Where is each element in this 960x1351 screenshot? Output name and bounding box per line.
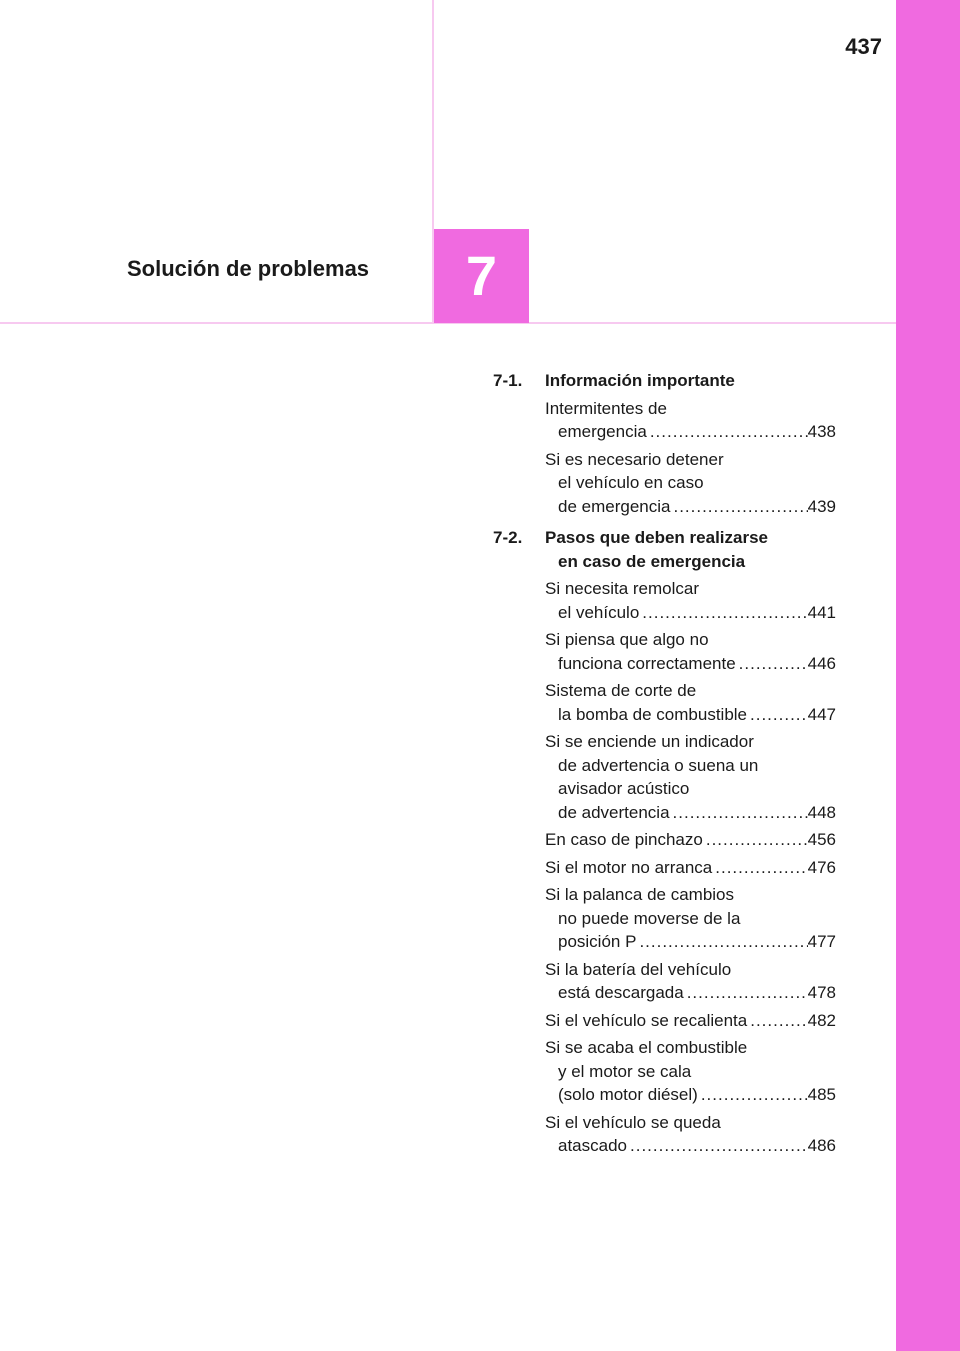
toc-entry[interactable] [493,577,836,624]
entry-line-last [545,1083,836,1107]
table-of-contents [493,369,836,1158]
entry-page: 482 [807,1010,836,1030]
toc-section [493,526,836,573]
entry-page: 485 [807,1085,836,1104]
entry-line: y el motor se cala [558,1061,692,1081]
entry-line-last [545,981,836,1005]
section-title-line: Información importante [545,371,735,390]
leader-dots [698,1083,808,1107]
leader-dots [670,495,807,519]
section-title-line: en caso de emergencia [558,551,746,571]
entry-text: funciona correctamente [558,653,736,673]
entry-page: 441 [807,602,836,622]
chapter-title: Solución de problemas [127,256,370,281]
entry-line-last [545,828,836,852]
entry-page: 476 [807,857,836,877]
toc-entry[interactable] [493,628,836,675]
entry-text: atascado [558,1136,627,1155]
toc-entry[interactable] [493,448,836,519]
entry-line: Si piensa que algo no [545,630,709,649]
entry-line-last [545,1134,836,1158]
entry-line: Si se enciende un indicador [545,732,754,751]
leader-dots [636,930,807,954]
entry-line: avisador acústico [558,779,690,798]
leader-dots [747,1009,807,1033]
chapter-number: 7 [465,244,498,307]
entry-line: Si el vehículo se queda [545,1112,721,1132]
entry-page: 477 [807,932,836,951]
entry-page: 486 [807,1136,836,1155]
toc-entry[interactable] [493,828,836,852]
leader-dots [647,420,808,444]
entry-line: Si la batería del vehículo [545,959,732,979]
leader-dots [712,856,807,880]
entry-line: Si es necesario detener [545,449,724,469]
entry-page: 448 [807,802,836,822]
entry-text: (solo motor diésel) [558,1085,698,1104]
toc-entry[interactable] [493,730,836,824]
entry-page: 439 [807,496,836,516]
entry-page: 456 [807,830,836,849]
entry-text: el vehículo [558,602,640,622]
entry-line-last [545,856,836,880]
entry-page: 478 [807,983,836,1002]
entry-line-last [545,420,836,444]
entry-page: 446 [807,653,836,673]
leader-dots [736,652,808,676]
leader-dots [639,601,807,625]
toc-entry[interactable] [493,679,836,726]
entry-line: Si necesita remolcar [545,579,700,598]
entry-text: está descargada [558,983,684,1002]
entry-line: Si se acaba el combustible [545,1038,748,1057]
entry-text: Si el motor no arranca [545,857,713,877]
entry-line-last [545,652,836,676]
entry-line-last [545,601,836,625]
entry-line: no puede moverse de la [558,908,741,928]
entry-text: de advertencia [558,802,670,822]
leader-dots [747,703,808,727]
toc-entry[interactable] [493,883,836,954]
entry-page: 447 [807,704,836,724]
leader-dots [670,801,808,825]
chapter-number-box [434,229,529,323]
section-title [545,526,836,573]
leader-dots [684,981,808,1005]
entry-line-last [545,703,836,727]
toc-entry[interactable] [493,1036,836,1107]
toc-entry[interactable] [493,1009,836,1033]
leader-dots [627,1134,808,1158]
entry-line: Sistema de corte de [545,681,697,700]
section-number: 7-1. [493,371,523,390]
entry-text: posición P [558,932,637,951]
toc-entry[interactable] [493,1111,836,1158]
section-title-line: Pasos que deben realizarse [545,528,768,547]
entry-line: de advertencia o suena un [558,755,759,775]
entry-text: la bomba de combustible [558,704,748,724]
entry-text: emergencia [558,422,647,441]
entry-text: En caso de pinchazo [545,830,703,849]
entry-text: de emergencia [558,496,671,516]
section-number: 7-2. [493,528,523,547]
entry-page: 438 [807,422,836,441]
entry-line-last [545,930,836,954]
leader-dots [703,828,808,852]
entry-line-last [545,495,836,519]
side-thumb-tab [896,0,960,1351]
entry-line: el vehículo en caso [558,473,704,492]
toc-entry[interactable] [493,397,836,444]
entry-line-last [545,1009,836,1033]
entry-line: Si la palanca de cambios [545,885,735,904]
entry-line-last [545,801,836,825]
entry-line: Intermitentes de [545,398,667,418]
toc-section [493,369,836,393]
toc-entry[interactable] [493,958,836,1005]
section-title [545,369,836,393]
toc-entry[interactable] [493,856,836,880]
entry-text: Si el vehículo se recalienta [545,1010,748,1030]
page-number: 437 [845,34,882,59]
